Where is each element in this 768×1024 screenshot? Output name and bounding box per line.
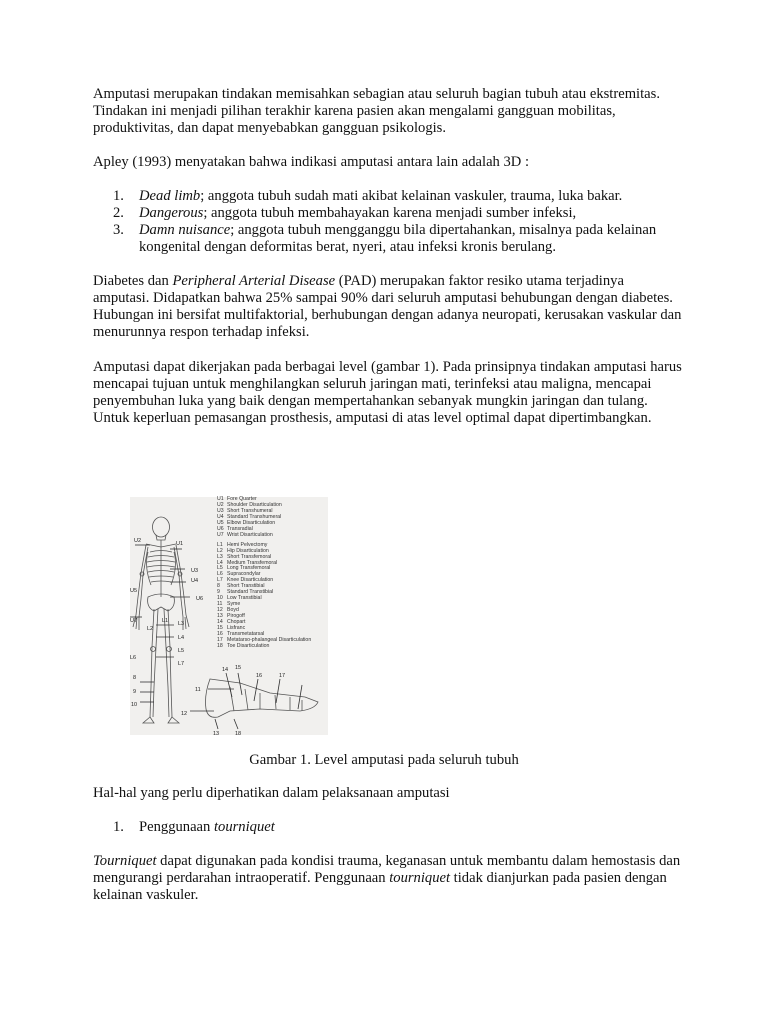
legend-label: Short Transtibial [227, 583, 265, 590]
legend-label: Shoulder Disarticulation [227, 501, 282, 508]
legend-code: L3 [217, 553, 223, 560]
legend-label: Boyd [227, 607, 239, 614]
legend-code: 10 [217, 595, 223, 602]
legend-code: L6 [217, 571, 223, 578]
figure-caption: Gambar 1. Level amputasi pada seluruh tubuh [249, 752, 519, 768]
label-10: 10 [131, 702, 138, 708]
label-u1: U1 [176, 541, 184, 547]
list-term: tourniquet [213, 819, 275, 835]
list-number: 1. [113, 819, 124, 835]
legend-code: L7 [217, 577, 223, 584]
paragraph-intro: Amputasi merupakan tindakan memisahkan sebagian atau seluruh bagian tubuh atau ekstremitas. Tindakan ini menjadi pilihan terakhir karena pasien akan mengalami gangguan mobilitas, produktivitas, dan dapat menyebabkan gangguan psikologis. [93, 86, 660, 136]
legend-code: L5 [217, 565, 223, 572]
paragraph-considerations: Hal-hal yang perlu diperhatikan dalam pelaksanaan amputasi [93, 785, 450, 801]
list-item [113, 819, 683, 836]
legend-label: Hemi Pelvectomy [227, 541, 268, 548]
legend-label: Hip Disarticulation [227, 547, 269, 554]
legend-code: 18 [217, 642, 223, 649]
legend-label: Knee Disarticulation [227, 577, 274, 584]
italic-term: tourniquet [389, 870, 451, 886]
legend-label: Transmetatarsal [227, 630, 265, 637]
legend-code: U4 [217, 513, 224, 520]
italic-term: Tourniquet [93, 853, 157, 869]
list-text: ; anggota tubuh mengganggu bila dipertahankan, misalnya pada kelainan kongenital dengan deformitas berat, nyeri, atau infeksi kronis berulang. [139, 222, 657, 255]
legend-code: 11 [217, 601, 223, 608]
paragraph-levels: Amputasi dapat dikerjakan pada berbagai level (gambar 1). Pada prinsipnya tindakan amputasi harus mencapai tujuan untuk menghilangkan seluruh jaringan mati, terinfeksi atau maligna, mencapai penyembuhan luka yang baik dengan mempertahankan sebanyak mungkin jaringan dan tulang. Untuk keperluan pemasangan prosthesis, amputasi di atas level optimal dapat dipertimbangkan. [93, 359, 682, 426]
legend-code: U1 [217, 496, 224, 502]
list-text: Penggunaan [139, 819, 214, 835]
paragraph-diabetes [93, 273, 683, 341]
legend-code: L1 [217, 541, 223, 548]
legend-label: Low Transtibial [227, 595, 262, 602]
legend-row [217, 644, 327, 650]
list-number: 1. [113, 188, 124, 204]
text-span: Diabetes dan [93, 273, 173, 289]
legend-label: Standard Transhumeral [227, 513, 282, 520]
legend-label: Metatarso-phalangeal Disarticulation [227, 636, 312, 643]
legend-code: 17 [217, 636, 223, 643]
label-16: 16 [256, 673, 263, 679]
list-considerations [113, 819, 683, 836]
legend-label: Syme [227, 601, 241, 608]
label-u5: U5 [130, 588, 138, 594]
legend-code: U7 [217, 531, 224, 538]
legend-code: U2 [217, 501, 224, 508]
list-number: 2. [113, 205, 124, 221]
paragraph-tourniquet [93, 853, 683, 904]
label-u6: U6 [196, 596, 204, 602]
list-item [113, 205, 683, 222]
list-term: Dangerous [139, 205, 204, 221]
legend-code: 16 [217, 630, 223, 637]
list-term: Dead limb [139, 188, 201, 204]
legend-code: L4 [217, 559, 223, 566]
legend-code: 12 [217, 607, 223, 614]
list-item [113, 222, 683, 256]
figure-legend [217, 497, 327, 650]
legend-label: Short Transfemoral [227, 553, 272, 560]
label-l5: L5 [178, 648, 185, 654]
label-8: 8 [133, 675, 137, 681]
legend-label: Lisfranc [227, 625, 246, 632]
legend-code: 15 [217, 625, 223, 632]
label-15: 15 [235, 665, 242, 671]
legend-code: 14 [217, 619, 223, 626]
legend-label: Fore Quarter [227, 496, 257, 502]
text-span: dapat digunakan pada kondisi trauma, keganasan untuk membantu dalam hemostasis dan mengurangi perdarahan intraoperatif. Penggunaan [93, 853, 681, 886]
text-span: tidak dianjurkan pada pasien dengan kelainan vaskuler. [93, 870, 667, 903]
label-18: 18 [235, 731, 242, 735]
legend-label: Chopart [227, 619, 246, 626]
legend-code: 8 [217, 583, 220, 590]
label-l1: L1 [162, 618, 169, 624]
legend-label: Pirogoff [227, 613, 245, 620]
label-u7: U7 [130, 618, 138, 624]
legend-code: U5 [217, 519, 224, 526]
label-u3: U3 [191, 568, 199, 574]
legend-label: Medium Transfemoral [227, 559, 278, 566]
list-item [113, 188, 683, 205]
label-l4: L4 [178, 635, 185, 641]
legend-code: L2 [217, 547, 223, 554]
label-9: 9 [133, 689, 137, 695]
label-u2: U2 [134, 538, 142, 544]
italic-term: Peripheral Arterial Disease [172, 273, 336, 289]
legend-label: Long Transfemoral [227, 565, 271, 572]
legend-label: Toe Disarticulation [227, 642, 270, 649]
legend-code: U6 [217, 525, 224, 532]
label-l3: L3 [178, 621, 185, 627]
label-12: 12 [181, 711, 188, 717]
legend-label: Elbow Disarticulation [227, 519, 276, 526]
label-13: 13 [213, 731, 220, 735]
legend-code: 13 [217, 613, 223, 620]
legend-label: Supracondylar [227, 571, 261, 578]
text-span: (PAD) merupakan faktor resiko utama terjadinya amputasi. Didapatkan bahwa 25% sampai 90% dari seluruh amputasi behubungan dengan diabetes. Hubungan ini bersifat multifaktorial, berhubungan dengan adanya neuropati, kerusakan vaskular dan menurunnya respon terhadap infeksi. [93, 273, 682, 340]
legend-label: Transradial [227, 525, 253, 532]
label-l7: L7 [178, 661, 185, 667]
list-text: ; anggota tubuh membahayakan karena menjadi sumber infeksi, [203, 205, 577, 221]
label-14: 14 [222, 667, 229, 673]
list-term: Damn nuisance [139, 222, 231, 238]
paragraph-apley: Apley (1993) menyatakan bahwa indikasi amputasi antara lain adalah 3D : [93, 154, 530, 170]
legend-code: U3 [217, 507, 224, 514]
legend-label: Standard Transtibial [227, 589, 274, 596]
label-l6: L6 [130, 655, 137, 661]
list-3d-indications [113, 188, 683, 256]
label-17: 17 [279, 673, 286, 679]
legend-label: Short Transhumeral [227, 507, 273, 514]
list-number: 3. [113, 222, 124, 238]
label-l2: L2 [147, 626, 154, 632]
legend-label: Wrist Disarticulation [227, 531, 273, 538]
label-11: 11 [195, 687, 201, 693]
legend-code: 9 [217, 589, 220, 596]
label-u4: U4 [191, 578, 199, 584]
list-text: ; anggota tubuh sudah mati akibat kelainan vaskuler, trauma, luka bakar. [200, 188, 623, 204]
